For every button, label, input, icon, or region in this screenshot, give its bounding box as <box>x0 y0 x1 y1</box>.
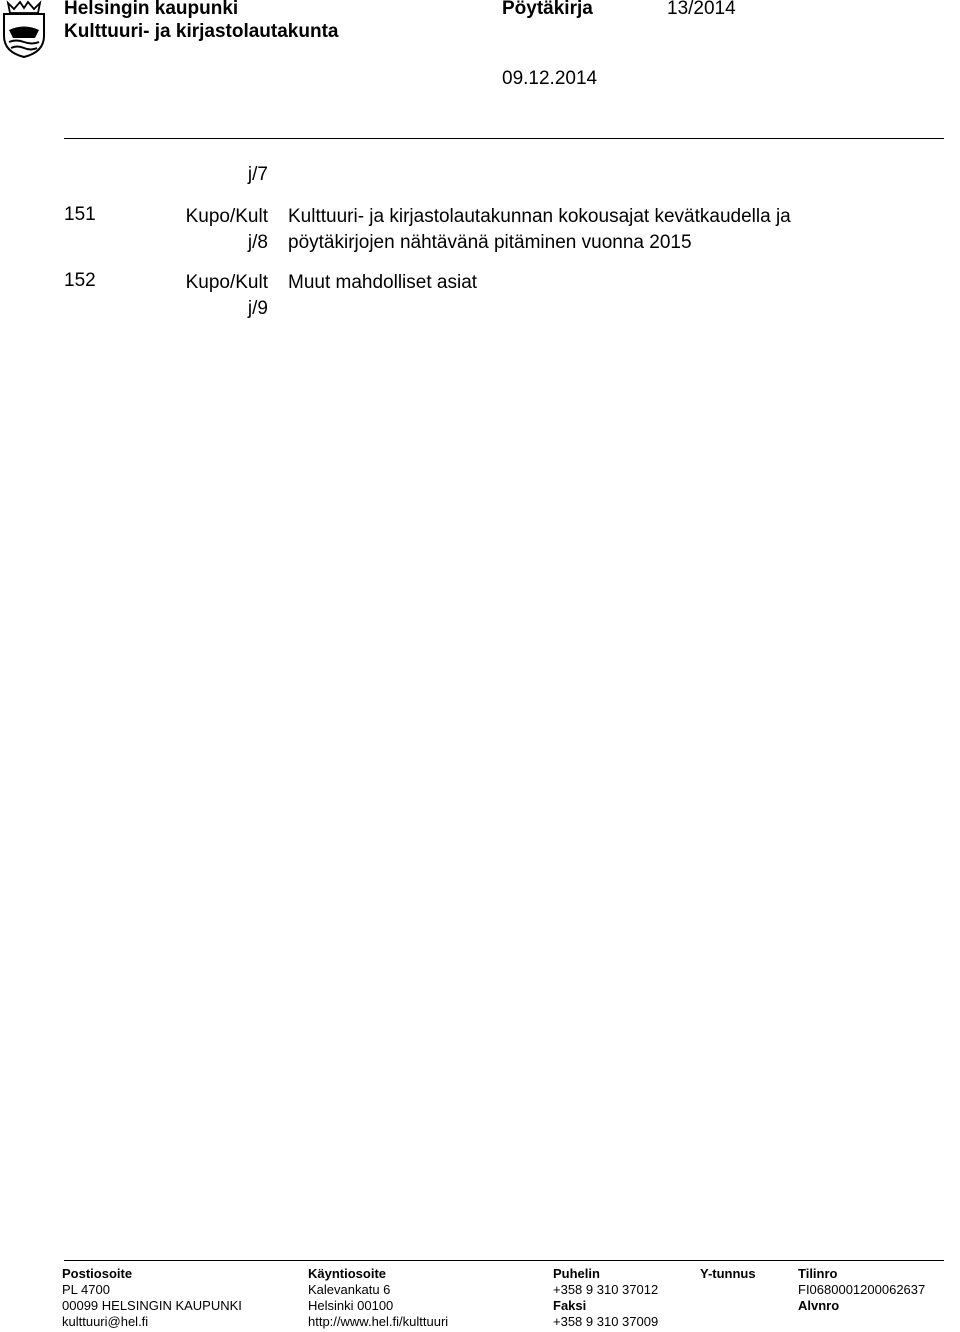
footer-label: Puhelin <box>553 1266 600 1281</box>
footer-account <box>798 1266 925 1314</box>
organization-name: Helsingin kaupunki <box>64 0 239 19</box>
item-code-line: j/9 <box>247 298 268 319</box>
footer-value: Kalevankatu 6 <box>308 1282 391 1297</box>
header-divider <box>64 138 944 139</box>
board-name: Kulttuuri- ja kirjastolautakunta <box>64 21 339 42</box>
item-code <box>150 270 268 322</box>
footer-label: Postiosoite <box>62 1266 133 1281</box>
item-code <box>150 204 268 256</box>
document-number: 13/2014 <box>667 0 736 19</box>
footer-value: +358 9 310 37009 <box>553 1314 659 1329</box>
footer-value: FI0680001200062637 <box>798 1282 926 1297</box>
item-code-line: j/7 <box>247 164 268 185</box>
footer-label: Käyntiosoite <box>308 1266 387 1281</box>
item-code-line: Kupo/Kult <box>185 206 268 227</box>
footer-phone <box>553 1266 658 1330</box>
item-title-line: pöytäkirjojen nähtävänä pitäminen vuonna 2015 <box>288 232 692 253</box>
item-code-line: Kupo/Kult <box>185 272 268 293</box>
item-title <box>288 270 908 296</box>
document-type: Pöytäkirja <box>502 0 593 19</box>
footer-label: Y-tunnus <box>700 1266 756 1281</box>
item-code-line: j/8 <box>247 232 268 253</box>
helsinki-crest-icon <box>0 0 48 58</box>
item-title-line: Kulttuuri- ja kirjastolautakunnan kokousajat kevätkaudella ja <box>288 206 791 227</box>
item-title-line: Muut mahdolliset asiat <box>288 272 478 293</box>
footer-postal-address <box>62 1266 242 1330</box>
item-number: 151 <box>64 204 96 225</box>
footer-label: Tilinro <box>798 1266 838 1281</box>
item-title <box>288 204 908 256</box>
footer-divider <box>64 1260 944 1261</box>
footer-visit-address <box>308 1266 448 1330</box>
document-date: 09.12.2014 <box>502 68 598 89</box>
footer-business-id <box>700 1266 756 1282</box>
footer-value: +358 9 310 37012 <box>553 1282 659 1297</box>
footer-label: Faksi <box>553 1298 587 1313</box>
footer-email[interactable]: kulttuuri@hel.fi <box>62 1314 149 1329</box>
footer-value: Helsinki 00100 <box>308 1298 394 1313</box>
footer-website-link[interactable]: http://www.hel.fi/kulttuuri <box>308 1314 449 1329</box>
footer-value: PL 4700 <box>62 1282 110 1297</box>
item-code <box>150 162 268 188</box>
footer-value: 00099 HELSINGIN KAUPUNKI <box>62 1298 242 1313</box>
footer-label: Alvnro <box>798 1298 840 1313</box>
item-number: 152 <box>64 270 96 291</box>
